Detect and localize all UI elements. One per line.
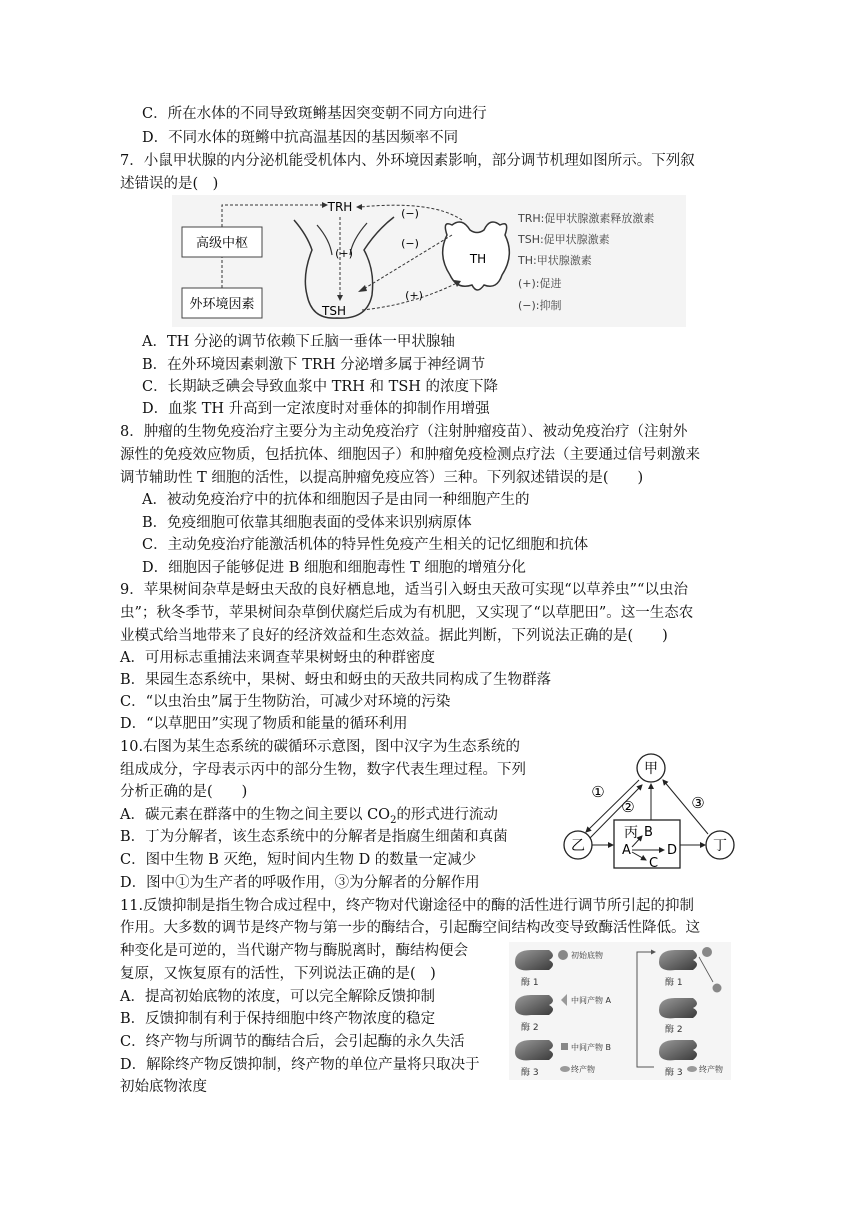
num-1: ① — [591, 783, 605, 801]
enzyme-1-shape — [515, 950, 553, 970]
q7-option-a: A．TH 分泌的调节依赖下丘脑一垂体一甲状腺轴 — [142, 334, 455, 350]
enzyme-2b-shape — [659, 998, 697, 1018]
q6-option-c: C．所在水体的不同导致斑鳉基因突变朝不同方向进行 — [142, 106, 487, 122]
q8-stem: 8．肿瘤的生物免疫治疗主要分为主动免疫治疗（注射肿瘤疫苗）、被动免疫治疗（注射外 — [120, 424, 688, 440]
q8-option-a: A．被动免疫治疗中的抗体和细胞因子是由同一种细胞产生的 — [142, 492, 530, 508]
label-c: C — [649, 856, 659, 870]
q7-stem: 7．小鼠甲状腺的内分泌机能受机体内、外环境因素影响，部分调节机理如图所示。下列叙 — [120, 153, 695, 169]
substrate-ball — [558, 950, 568, 960]
q7-option-d: D．血浆 TH 升高到一定浓度时对垂体的抑制作用增强 — [142, 401, 490, 417]
label-jia: 甲 — [644, 761, 658, 777]
q11-stem: 11.反馈抑制是指生物合成过程中，终产物对代谢途径中的酶的活性进行调节所引起的抑制 — [120, 898, 695, 914]
label-a: A — [622, 843, 631, 858]
q8-stem: 源性的免疫效应物质，包括抗体、细胞因子）和肿瘤免疫检测点疗法（主要通过信号刺激来 — [120, 447, 700, 463]
enzyme-1-label: 酶 1 — [521, 978, 539, 988]
intermediate-a-label: 中间产物 A — [571, 996, 612, 1005]
tsh-label: TSH — [322, 304, 346, 318]
initial-substrate-label: 初始底物 — [571, 951, 603, 960]
q10-stem: 组成成分，字母表示丙中的部分生物，数字代表生理过程。下列 — [120, 762, 526, 778]
minus-label-2: (−) — [401, 237, 419, 250]
q8-option-d: D．细胞因子能够促进 B 细胞和细胞毒性 T 细胞的增殖分化 — [142, 560, 526, 576]
final-product-label: 终产物 — [571, 1065, 595, 1074]
legend-th: TH:甲状腺激素 — [518, 254, 592, 267]
label-ding: 丁 — [713, 838, 727, 854]
legend-promote: (+):促进 — [518, 277, 562, 290]
q10-stem: 10.右图为某生态系统的碳循环示意图，图中汉字为生态系统的 — [120, 739, 521, 755]
q9-stem: 9．苹果树间杂草是蚜虫天敌的良好栖息地，适当引入蚜虫天敌可实现“以草养虫”“以虫治 — [120, 582, 688, 598]
feedback-inhibition-diagram — [509, 942, 731, 1080]
q6-option-d: D．不同水体的斑鳉中抗高温基因的基因频率不同 — [142, 130, 459, 146]
substrate-ball-3 — [713, 984, 722, 993]
q9-option-c: C．“以虫治虫”属于生物防治，可减少对环境的污染 — [120, 694, 451, 710]
q10-option-d: D．图中①为生产者的呼吸作用，③为分解者的分解作用 — [120, 875, 480, 891]
plus-label-2: (+) — [405, 289, 423, 302]
th-label: TH — [469, 252, 487, 266]
carbon-cycle-diagram — [562, 752, 740, 870]
q10-option-b: B．丁为分解者，该生态系统中的分解者是指腐生细菌和真菌 — [120, 829, 508, 845]
legend-trh: TRH:促甲状腺激素释放激素 — [518, 212, 655, 225]
plus-label-1: (+) — [335, 247, 353, 260]
enzyme-1b-label: 酶 1 — [665, 978, 683, 988]
q10-option-c: C．图中生物 B 灭绝，短时间内生物 D 的数量一定减少 — [120, 852, 477, 868]
enzyme-3-shape — [515, 1040, 553, 1060]
environment-label: 外环境因素 — [189, 297, 255, 312]
q11-option-a: A．提高初始底物的浓度，可以完全解除反馈抑制 — [120, 989, 435, 1005]
enzyme-1b-shape — [659, 950, 697, 970]
final-product-label-2: 终产物 — [699, 1065, 723, 1074]
q11-option-b: B．反馈抑制有利于保持细胞中终产物浓度的稳定 — [120, 1011, 436, 1027]
substrate-ball-2 — [702, 947, 712, 957]
higher-center-label: 高级中枢 — [195, 236, 249, 251]
q10-stem: 分析正确的是( ) — [120, 784, 248, 800]
enzyme-2b-label: 酶 2 — [665, 1025, 683, 1035]
q7-stem: 述错误的是( ) — [120, 176, 219, 192]
q9-option-d: D．“以草肥田”实现了物质和能量的循环利用 — [120, 716, 408, 732]
q8-stem: 调节辅助性 T 细胞的活性，以提高肿瘤免疫应答）三种。下列叙述错误的是( ) — [120, 470, 644, 486]
q9-stem: 虫”；秋冬季节，苹果树间杂草倒伏腐烂后成为有机肥，又实现了“以草肥田”。这一生态农 — [120, 605, 694, 621]
num-2: ② — [621, 798, 635, 816]
label-yi: 乙 — [571, 838, 585, 854]
intermediate-b-label: 中间产物 B — [571, 1043, 612, 1052]
enzyme-3b-shape — [659, 1040, 697, 1060]
q11-stem: 作用。大多数的调节是终产物与第一步的酶结合，引起酶空间结构改变导致酶活性降低。这 — [120, 920, 700, 936]
label-bing: 丙 — [624, 825, 638, 841]
final-product-shape — [560, 1066, 570, 1072]
q10-option-a: A．碳元素在群落中的生物之间主要以 $CO_2$的形式进行流动 — [120, 807, 498, 826]
label-d: D — [667, 843, 678, 858]
q11-option-d: D．解除终产物反馈抑制，终产物的单位产量将只取决于 — [120, 1057, 480, 1073]
thyroid-regulation-diagram — [172, 195, 686, 327]
q11-option-c: C．终产物与所调节的酶结合后，会引起酶的永久失活 — [120, 1034, 465, 1050]
q11-stem: 复原，又恢复原有的活性，下列说法正确的是( ) — [120, 966, 436, 982]
enzyme-3b-label: 酶 3 — [665, 1068, 683, 1078]
enzyme-2-shape — [515, 995, 553, 1015]
label-b: B — [644, 825, 653, 840]
q9-option-a: A．可用标志重捕法来调查苹果树蚜虫的种群密度 — [120, 650, 435, 666]
q7-option-c: C．长期缺乏碘会导致血浆中 TRH 和 TSH 的浓度下降 — [142, 379, 499, 395]
q8-option-c: C．主动免疫治疗能激活机体的特异性免疫产生相关的记忆细胞和抗体 — [142, 537, 589, 553]
q11-option-d-cont: 初始底物浓度 — [120, 1079, 207, 1095]
num-3: ③ — [691, 794, 705, 812]
final-product-shape-2 — [687, 1066, 697, 1072]
q9-stem: 业模式给当地带来了良好的经济效益和生态效益。据此判断，下列说法正确的是( ) — [120, 628, 668, 644]
q9-option-b: B．果园生态系统中，果树、蚜虫和蚜虫的天敌共同构成了生物群落 — [120, 672, 552, 688]
legend-tsh: TSH:促甲状腺激素 — [518, 233, 610, 246]
q11-stem: 种变化是可逆的，当代谢产物与酶脱离时，酶结构便会 — [120, 943, 468, 959]
intermediate-b-shape — [561, 1043, 568, 1050]
q8-option-b: B．免疫细胞可依靠其细胞表面的受体来识别病原体 — [142, 515, 472, 531]
q7-option-b: B．在外环境因素刺激下 TRH 分泌增多属于神经调节 — [142, 357, 486, 373]
minus-label-1: (−) — [401, 207, 419, 220]
legend-inhibit: (−):抑制 — [518, 299, 562, 312]
trh-label: TRH — [327, 200, 353, 214]
enzyme-3-label: 酶 3 — [521, 1068, 539, 1078]
enzyme-2-label: 酶 2 — [521, 1023, 539, 1033]
